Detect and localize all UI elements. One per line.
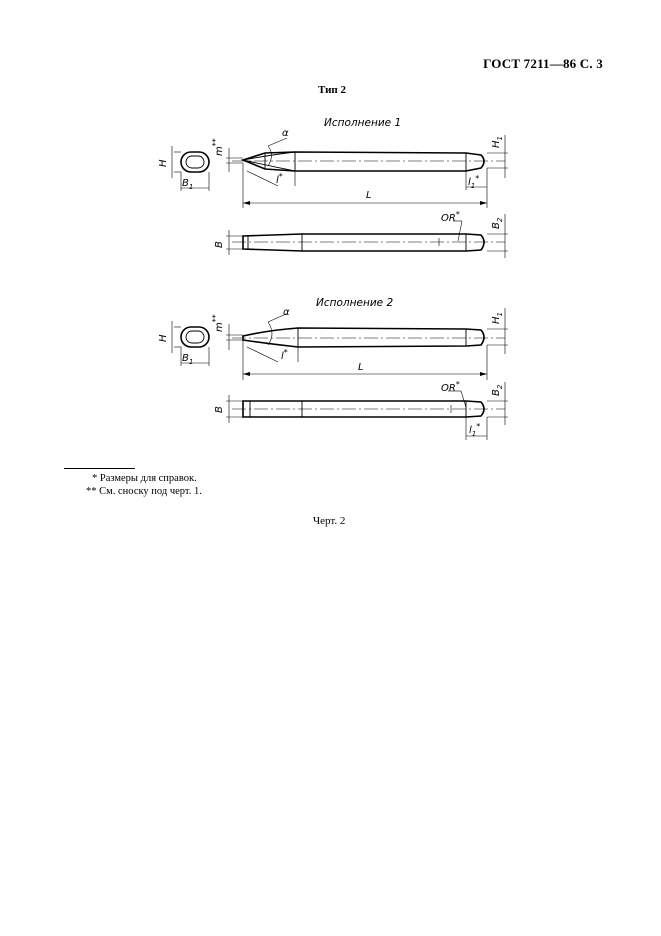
variant2-H1-label: $H_1$: [491, 312, 504, 324]
variant2-H-label: H: [158, 334, 169, 342]
variant1-l-label: l: [276, 175, 279, 186]
variant2-B2-label: $B_2$: [491, 384, 504, 396]
variant2-OR-label: OR: [441, 383, 456, 394]
svg-text:B1: $B_1$: [182, 353, 194, 366]
variant1-l1-label: l: [468, 177, 471, 188]
type-heading: Тип 2: [318, 84, 346, 96]
page-header: ГОСТ 7211—86 С. 3: [483, 56, 603, 71]
variant1-H-label: H: [158, 159, 169, 167]
variant1-B1-sub: 1: [188, 183, 194, 191]
svg-text:B1: [182, 178, 193, 191]
variant2-m-label: m**: [211, 314, 225, 332]
svg-text:l*: l*: [281, 348, 288, 362]
variant2-l-label: l: [281, 351, 284, 362]
variant2-title: Исполнение 2: [316, 297, 394, 309]
svg-text:l1*: $l_1^*$: [469, 422, 481, 438]
svg-text:OR*: OR*: [441, 380, 460, 394]
variant1-B2-label: $B_2$: [491, 217, 504, 229]
variant1-top-view: [226, 214, 508, 258]
variant1-m-label: m**: [211, 138, 225, 156]
variant2-front-view: [226, 308, 508, 380]
variant2-B1-label: B: [182, 353, 189, 364]
variant1-alpha-label: α: [282, 128, 289, 139]
variant1-B1-label: B: [182, 178, 189, 189]
variant1-OR-label: OR: [441, 213, 456, 224]
variant2-L-label: L: [358, 362, 364, 373]
variant1-L-label: L: [366, 190, 372, 201]
variant1-H1-label: $H_1$: [491, 136, 504, 148]
variant2-top-view: [226, 382, 508, 440]
variant1-title: Исполнение 1: [324, 117, 402, 129]
variant1-B-label: B: [214, 241, 225, 248]
footnote-2: ** См. сноску под черт. 1.: [86, 486, 202, 497]
footnote-1: * Размеры для справок.: [92, 473, 197, 484]
figure-caption: Черт. 2: [313, 515, 346, 527]
variant2-B-label: B: [214, 406, 225, 413]
svg-text:l1*: $l_1^*$: [468, 174, 480, 190]
variant2-alpha-label: α: [283, 307, 290, 318]
svg-text:l*: [276, 172, 283, 186]
variant2-l1-label: l: [469, 425, 472, 436]
variant1-l-sup: *: [278, 172, 283, 181]
svg-text:OR*: OR*: [441, 210, 460, 224]
footnote-rule: [64, 468, 135, 469]
